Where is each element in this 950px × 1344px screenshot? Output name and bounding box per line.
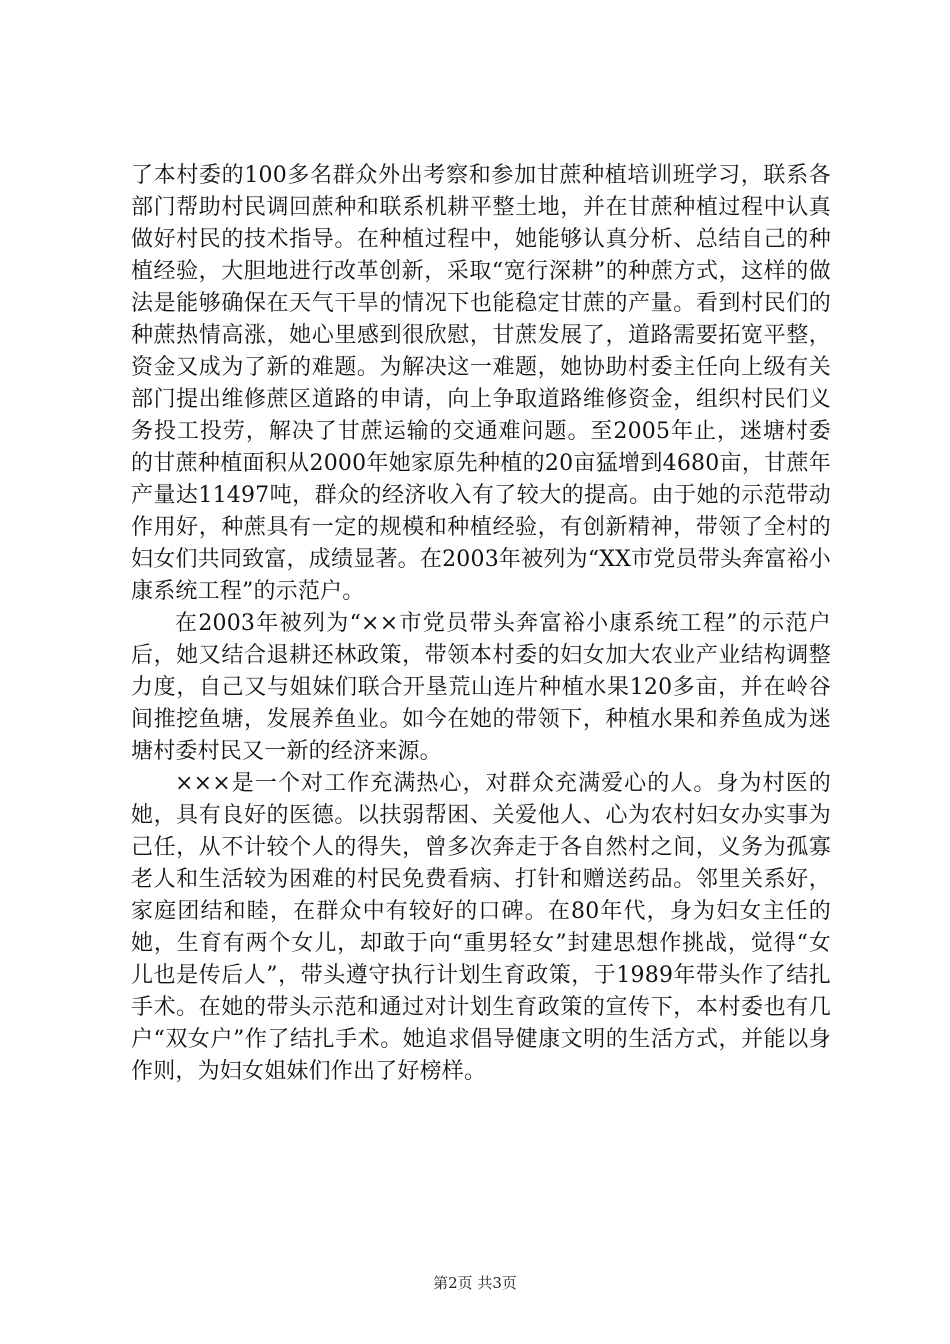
document-body: [131, 160, 831, 1088]
body-paragraph-2: 在2003年被列为“××市党员带头奔富裕小康系统工程”的示范户后，她又结合退耕还林政策，带领本村委的妇女加大农业产业结构调整力度，自己又与姐妹们联合开垦荒山连片种植水果120多亩，并在岭谷间推挖鱼塘，发展养鱼业。如今在她的带领下，种植水果和养鱼成为迷塘村委村民又一新的经济来源。: [131, 611, 831, 764]
body-paragraph-3: ×××是一个对工作充满热心，对群众充满爱心的人。身为村医的她，具有良好的医德。以扶弱帮困、关爱他人、心为农村妇女办实事为己任，从不计较个人的得失，曾多次奔走于各自然村之间，义务为孤寡老人和生活较为困难的村民免费看病、打针和赠送药品。邻里关系好，家庭团结和睦，在群众中有较好的口碑。在80年代，身为妇女主任的她，生育有两个女儿，却敢于向“重男轻女”封建思想作挑战，觉得“女儿也是传后人”，带头遵守执行计划生育政策，于1989年带头作了结扎手术。在她的带头示范和通过对计划生育政策的宣传下，本村委也有几户“双女户”作了结扎手术。她追求倡导健康文明的生活方式，并能以身作则，为妇女姐妹们作出了好榜样。: [131, 771, 831, 1084]
page-number-footer: 第2页 共3页: [433, 1274, 517, 1292]
body-paragraph-1: 了本村委的100多名群众外出考察和参加甘蔗种植培训班学习，联系各部门帮助村民调回蔗种和联系机耕平整土地，并在甘蔗种植过程中认真做好村民的技术指导。在种植过程中，她能够认真分析、总结自己的种植经验，大胆地进行改革创新，采取“宽行深耕”的种蔗方式，这样的做法是能够确保在天气干旱的情况下也能稳定甘蔗的产量。看到村民们的种蔗热情高涨，她心里感到很欣慰，甘蔗发展了，道路需要拓宽平整，资金又成为了新的难题。为解决这一难题，她协助村委主任向上级有关部门提出维修蔗区道路的申请，向上争取道路维修资金，组织村民们义务投工投劳，解决了甘蔗运输的交通难问题。至2005年止，迷塘村委的甘蔗种植面积从2000年她家原先种植的20亩猛增到4680亩，甘蔗年产量达11497吨，群众的经济收入有了较大的提高。由于她的示范带动作用好，种蔗具有一定的规模和种植经验，有创新精神，带领了全村的妇女们共同致富，成绩显著。在2003年被列为“XX市党员带头奔富裕小康系统工程”的示范户。: [131, 163, 831, 604]
